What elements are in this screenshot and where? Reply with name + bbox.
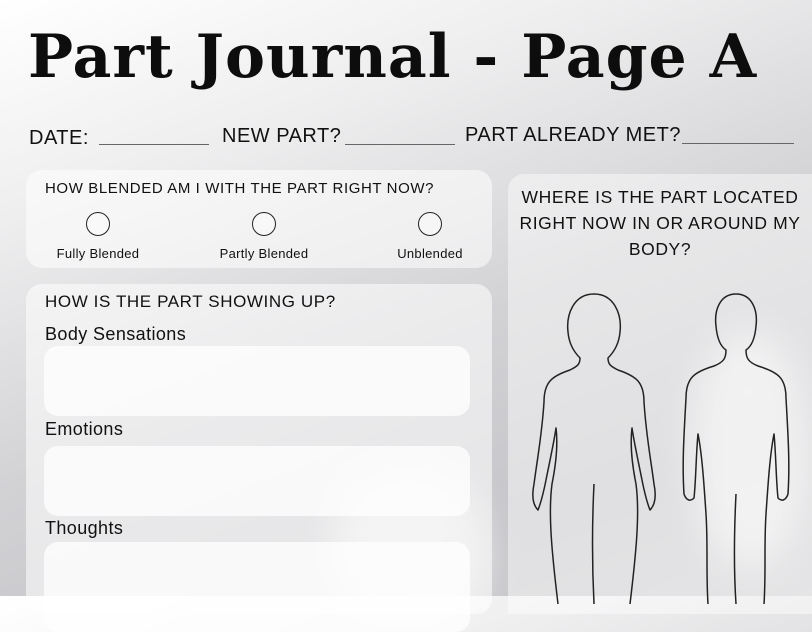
- option-label: Unblended: [397, 246, 463, 261]
- already-met-field[interactable]: [682, 143, 794, 144]
- option-partly-blended[interactable]: [204, 212, 324, 261]
- male-body-outline: [683, 294, 789, 604]
- body-sensations-label: Body Sensations: [45, 324, 187, 344]
- location-question: WHERE IS THE PART LOCATED RIGHT NOW IN OR AROUND MY BODY?: [519, 187, 801, 259]
- already-met-label: PART ALREADY MET?: [465, 124, 681, 146]
- showing-card: [26, 284, 492, 614]
- radio-circle[interactable]: [252, 212, 276, 236]
- new-part-field[interactable]: [345, 144, 455, 145]
- option-label: Fully Blended: [56, 246, 140, 261]
- blending-question: HOW BLENDED AM I WITH THE PART RIGHT NOW?: [45, 180, 435, 197]
- emotions-label: Emotions: [45, 419, 124, 439]
- emotions-field[interactable]: [44, 446, 470, 516]
- female-body-outline: [533, 294, 655, 604]
- meta-row: [0, 124, 812, 154]
- body-outlines: [508, 284, 812, 604]
- radio-circle[interactable]: [418, 212, 442, 236]
- radio-circle[interactable]: [86, 212, 110, 236]
- date-label: DATE:: [29, 127, 89, 149]
- page-title: Part Journal - Page A: [28, 22, 758, 92]
- blending-card: [26, 170, 492, 268]
- thoughts-field[interactable]: [44, 542, 470, 632]
- new-part-label: NEW PART?: [222, 125, 342, 147]
- location-card: [508, 174, 812, 614]
- body-sensations-field[interactable]: [44, 346, 470, 416]
- option-label: Partly Blended: [219, 246, 309, 261]
- option-fully-blended[interactable]: [38, 212, 158, 261]
- thoughts-label: Thoughts: [45, 518, 124, 538]
- date-field[interactable]: [99, 144, 209, 145]
- showing-question: HOW IS THE PART SHOWING UP?: [45, 292, 336, 311]
- option-unblended[interactable]: [370, 212, 490, 261]
